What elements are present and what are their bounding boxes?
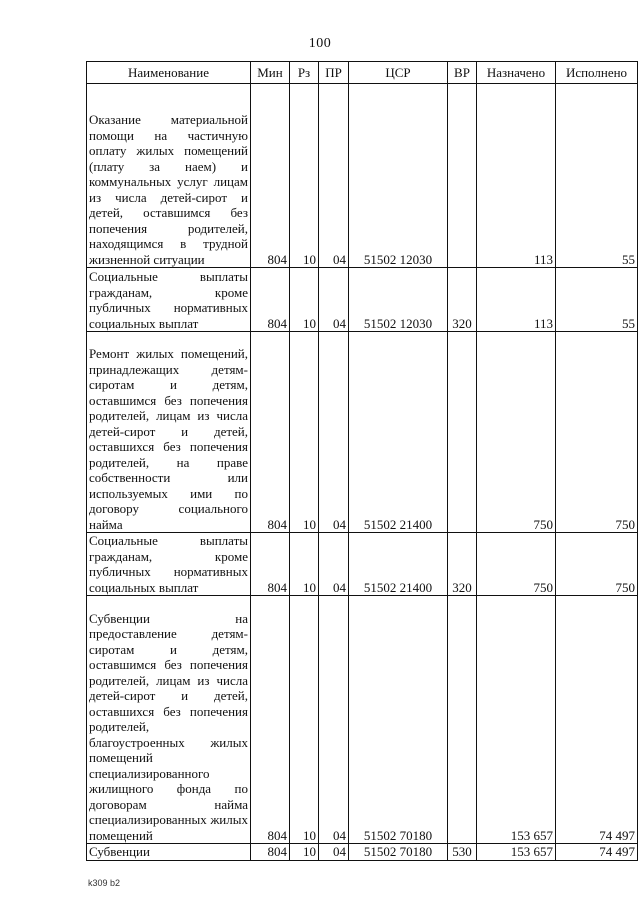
header-pr: ПР [319,62,349,84]
row-name: Ремонт жилых помещений, принадлежащих детям-сиротам и детям, оставшимся без попечения родителей, лицам из числа детей-сирот и детей, оставшихся без попечения родителей, на праве собственности или используемых ими по договору социального найма [89,346,248,532]
row-executed: 74 497 [556,596,638,844]
table-row [87,332,638,533]
row-vr: 320 [448,268,477,332]
row-assigned: 750 [477,533,556,596]
row-pr: 04 [319,596,349,844]
row-rz: 10 [290,84,319,268]
footer-code: k309 b2 [88,878,121,888]
row-name: Субвенции на предоставление детям-сиротам и детям, оставшимся без попечения родителей, лицам из числа детей-сирот и детей, оставшихся без попечения родителей, благоустроенных жилых помещений специализированного жилищного фонда по договорам найма специализированных жилых помещений [89,610,248,843]
budget-table [86,61,638,861]
row-executed: 55 [556,84,638,268]
header-rz: Рз [290,62,319,84]
row-csr: 51502 12030 [349,84,448,268]
table-row [87,533,638,596]
row-assigned: 113 [477,84,556,268]
row-rz: 10 [290,844,319,861]
row-vr: 320 [448,533,477,596]
row-rz: 10 [290,332,319,533]
row-pr: 04 [319,268,349,332]
row-pr: 04 [319,84,349,268]
row-name-cell [87,332,251,533]
row-csr: 51502 21400 [349,533,448,596]
row-executed: 55 [556,268,638,332]
header-vr: ВР [448,62,477,84]
row-pr: 04 [319,533,349,596]
row-name-cell [87,596,251,844]
row-min: 804 [251,844,290,861]
row-executed: 74 497 [556,844,638,861]
table-row [87,844,638,861]
row-min: 804 [251,596,290,844]
row-name-cell [87,84,251,268]
row-csr: 51502 70180 [349,596,448,844]
table-row [87,268,638,332]
header-min: Мин [251,62,290,84]
row-name-cell [87,268,251,332]
row-assigned: 750 [477,332,556,533]
row-csr: 51502 21400 [349,332,448,533]
header-assigned: Назначено [477,62,556,84]
page-number: 100 [308,36,332,51]
row-min: 804 [251,332,290,533]
row-vr [448,596,477,844]
row-rz: 10 [290,533,319,596]
row-csr: 51502 70180 [349,844,448,861]
header-csr: ЦСР [349,62,448,84]
row-min: 804 [251,268,290,332]
row-assigned: 153 657 [477,596,556,844]
row-executed: 750 [556,533,638,596]
table-row [87,84,638,268]
row-name-cell [87,844,251,861]
row-min: 804 [251,84,290,268]
table-header-row [87,62,638,84]
row-name: Социальные выплаты гражданам, кроме публичных нормативных социальных выплат [89,269,248,331]
row-executed: 750 [556,332,638,533]
row-csr: 51502 12030 [349,268,448,332]
table-row [87,596,638,844]
row-vr [448,84,477,268]
row-vr [448,332,477,533]
header-name: Наименование [87,62,251,84]
row-name: Социальные выплаты гражданам, кроме публичных нормативных социальных выплат [89,533,248,595]
row-assigned: 113 [477,268,556,332]
row-vr: 530 [448,844,477,861]
row-pr: 04 [319,332,349,533]
row-name: Субвенции [89,844,150,859]
row-rz: 10 [290,596,319,844]
header-executed: Исполнено [556,62,638,84]
row-assigned: 153 657 [477,844,556,861]
row-pr: 04 [319,844,349,861]
row-min: 804 [251,533,290,596]
row-rz: 10 [290,268,319,332]
row-name-cell [87,533,251,596]
row-name: Оказание материальной помощи на частичную оплату жилых помещений (плату за наем) и коммунальных услуг лицам из числа детей-сирот и детей, оставшимся без попечения родителей, находящимся в трудной жизненной ситуации [89,112,248,267]
